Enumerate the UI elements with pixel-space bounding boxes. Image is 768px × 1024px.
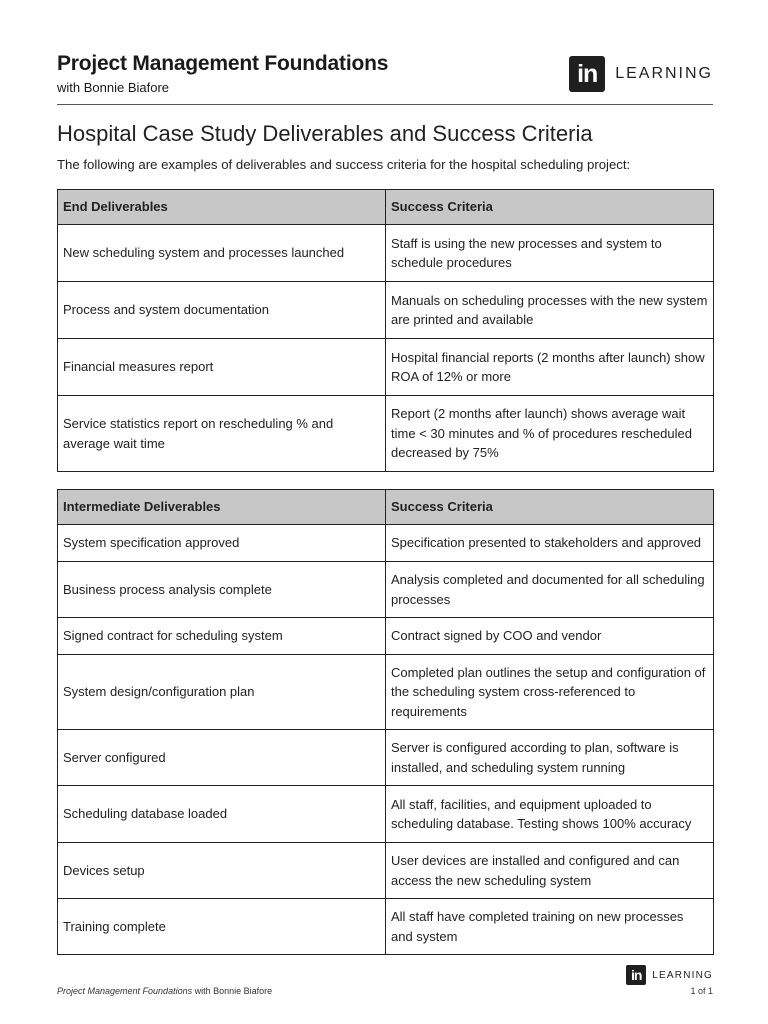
criteria-cell: Server is configured according to plan, software is installed, and scheduling system running (386, 730, 714, 786)
table-header-row (58, 490, 714, 525)
deliverable-cell: Business process analysis complete (58, 562, 386, 618)
linkedin-icon: in (626, 965, 646, 985)
criteria-cell: Specification presented to stakeholders and approved (386, 525, 714, 562)
deliverable-cell: System specification approved (58, 525, 386, 562)
criteria-cell: All staff have completed training on new processes and system (386, 899, 714, 955)
criteria-cell: All staff, facilities, and equipment uploaded to scheduling database. Testing shows 100% accuracy (386, 786, 714, 843)
footer-logo (626, 965, 713, 985)
deliverable-cell: New scheduling system and processes launched (58, 225, 386, 282)
footer-course-title: Project Management Foundations (57, 986, 193, 996)
criteria-cell: Staff is using the new processes and system to schedule procedures (386, 225, 714, 282)
footer-course (57, 986, 272, 996)
table-row (58, 396, 714, 472)
table-row (58, 282, 714, 339)
deliverable-cell: Devices setup (58, 843, 386, 899)
intro-text: The following are examples of deliverables and success criteria for the hospital scheduling project: (57, 157, 631, 172)
linkedin-icon: in (569, 56, 605, 92)
criteria-cell: Report (2 months after launch) shows average wait time < 30 minutes and % of procedures rescheduled decreased by 75% (386, 396, 714, 472)
table-header-row (58, 190, 714, 225)
column-header: End Deliverables (58, 190, 386, 225)
table-row (58, 525, 714, 562)
table-row (58, 899, 714, 955)
criteria-cell: Completed plan outlines the setup and configuration of the scheduling system cross-referenced to requirements (386, 655, 714, 730)
table-row (58, 225, 714, 282)
footer-author: with Bonnie Biafore (192, 986, 273, 996)
criteria-cell: Contract signed by COO and vendor (386, 618, 714, 655)
page-header (57, 52, 713, 105)
course-title: Project Management Foundations (57, 52, 389, 75)
page-number: 1 of 1 (690, 986, 713, 996)
course-author: with Bonnie Biafore (57, 80, 170, 95)
table-row (58, 843, 714, 899)
table-row (58, 730, 714, 786)
deliverable-cell: Scheduling database loaded (58, 786, 386, 843)
table-row (58, 339, 714, 396)
deliverable-cell: Training complete (58, 899, 386, 955)
deliverable-cell: Signed contract for scheduling system (58, 618, 386, 655)
column-header: Intermediate Deliverables (58, 490, 386, 525)
logo-text: LEARNING (615, 65, 713, 82)
table-row (58, 655, 714, 730)
deliverable-cell: System design/configuration plan (58, 655, 386, 730)
deliverable-cell: Server configured (58, 730, 386, 786)
table-row (58, 562, 714, 618)
document-title: Hospital Case Study Deliverables and Success Criteria (57, 121, 593, 146)
logo-text: LEARNING (652, 969, 713, 981)
intermediate-deliverables-table (57, 489, 714, 955)
deliverable-cell: Service statistics report on rescheduling % and average wait time (58, 396, 386, 472)
deliverable-cell: Process and system documentation (58, 282, 386, 339)
end-deliverables-table (57, 189, 714, 472)
criteria-cell: User devices are installed and configured and can access the new scheduling system (386, 843, 714, 899)
criteria-cell: Hospital financial reports (2 months after launch) show ROA of 12% or more (386, 339, 714, 396)
deliverable-cell: Financial measures report (58, 339, 386, 396)
column-header: Success Criteria (386, 190, 714, 225)
linkedin-learning-logo (569, 56, 713, 92)
criteria-cell: Analysis completed and documented for all scheduling processes (386, 562, 714, 618)
criteria-cell: Manuals on scheduling processes with the new system are printed and available (386, 282, 714, 339)
table-row (58, 786, 714, 843)
document-page (57, 0, 713, 1024)
table-row (58, 618, 714, 655)
column-header: Success Criteria (386, 490, 714, 525)
